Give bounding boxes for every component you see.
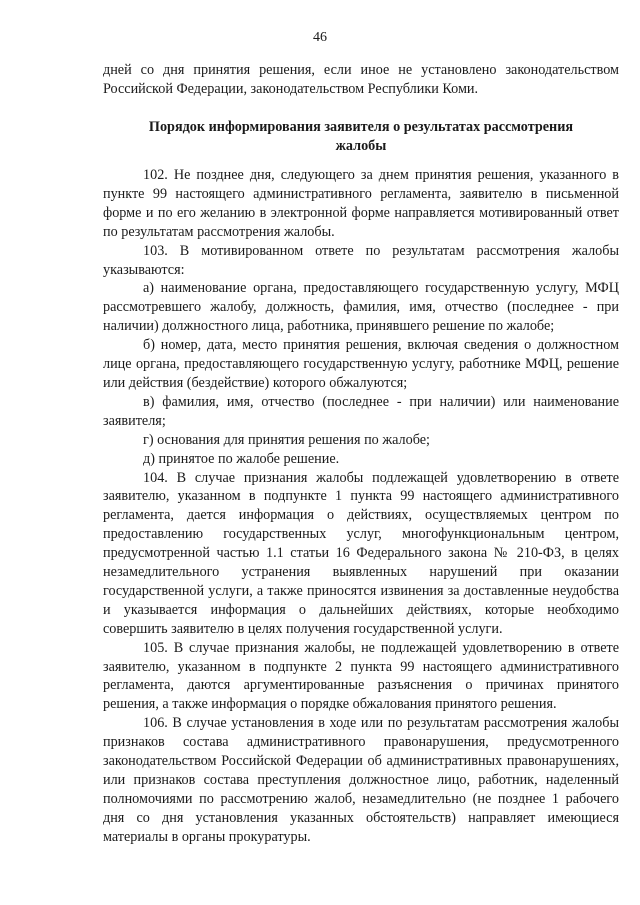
section-heading-line-1: Порядок информирования заявителя о результатах рассмотрения — [148, 119, 574, 135]
page-number: 46 — [313, 30, 327, 45]
paragraph-104: 104. В случае признания жалобы подлежащей удовлетворению в ответе заявителю, указанном в подпункте 1 пункта 99 настоящего административного регламента, дается информация о действиях, осуществляемых центром по предоставлению государственных услуг, многофункциональным центром, предусмотренной частью 1.1 статьи 16 Федерального закона № 210-ФЗ, в целях незамедлительного устранения выявленных нарушений при оказании государственной услуги, а также приносятся извинения за доставленные неудобства и указывается информация о дальнейших действиях, которые необходимо совершить заявителю в целях получения государственной услуги. — [103, 469, 619, 637]
paragraph-103-item-v: в) фамилия, имя, отчество (последнее - при наличии) или наименование заявителя; — [103, 393, 619, 429]
paragraph-103-item-d: д) принятое по жалобе решение. — [143, 450, 340, 467]
paragraph-103-item-g: г) основания для принятия решения по жалобе; — [143, 431, 430, 448]
paragraph-103-item-a: а) наименование органа, предоставляющего государственную услугу, МФЦ рассмотревшего жалобу, должность, фамилия, имя, отчество (последнее - при наличии) должностного лица, работника, принявшего решение по жалобе; — [103, 280, 619, 335]
paragraph-106: 106. В случае установления в ходе или по результатам рассмотрения жалобы признаков состава административного правонарушения, предусмотренного законодательством Российской Федерации об административных правонарушениях, или признаков состава преступления должностное лицо, работник, наделенный полномочиями по рассмотрению жалоб, незамедлительно (не позднее 1 рабочего дня со дня установления указанных обстоятельств) направляет имеющиеся материалы в органы прокуратуры. — [103, 715, 619, 845]
body-text-block — [103, 166, 619, 847]
intro-paragraph: дней со дня принятия решения, если иное не установлено законодательством Российской Федерации, законодательством Республики Коми. — [103, 62, 619, 97]
intro-text-block — [103, 61, 619, 99]
paragraph-105: 105. В случае признания жалобы, не подлежащей удовлетворению в ответе заявителю, указанном в подпункте 2 пункта 99 настоящего административного регламента, даются аргументированные разъяснения о причинах принятого решения, а также информация о порядке обжалования принятого решения. — [103, 639, 619, 713]
section-heading-line-2: жалобы — [335, 137, 387, 154]
paragraph-103-item-b: б) номер, дата, место принятия решения, включая сведения о должностном лице органа, предоставляющего государственную услугу, работнике МФЦ, решение или действия (бездействие) которого обжалуются; — [103, 337, 619, 391]
section-heading — [103, 118, 619, 156]
paragraph-103: 103. В мотивированном ответе по результатам рассмотрения жалобы указываются: — [103, 242, 619, 278]
paragraph-102: 102. Не позднее дня, следующего за днем принятия решения, указанного в пункте 99 настоящего административного регламента, заявителю в письменной форме и по его желанию в электронной форме направляется мотивированный ответ по результатам рассмотрения жалобы. — [103, 167, 619, 240]
